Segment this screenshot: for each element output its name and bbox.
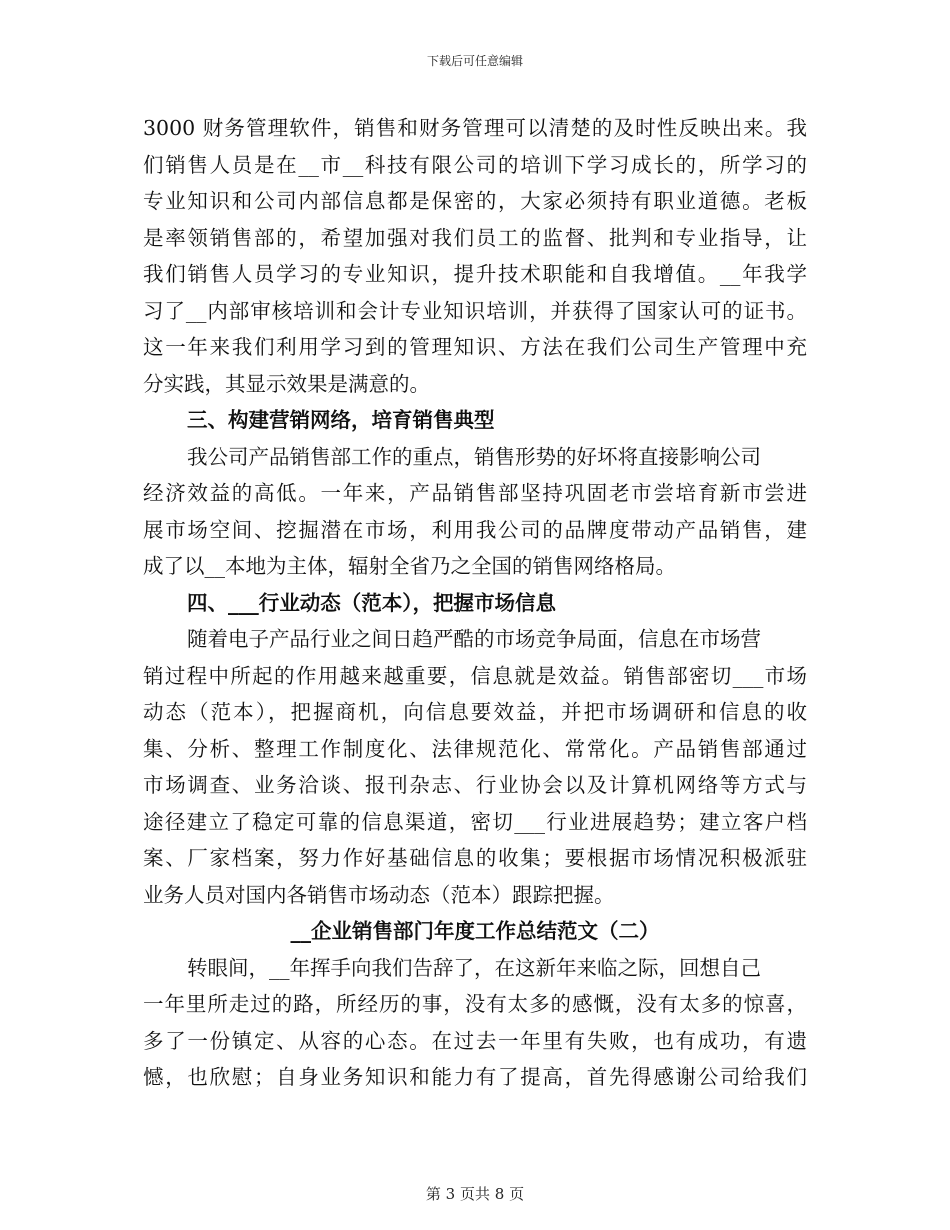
body-line: 市场调查、业务洽谈、报刊杂志、行业协会以及计算机网络等方式与 bbox=[143, 773, 807, 797]
body-line: 专业知识和公司内部信息都是保密的，大家必须持有职业道德。老板 bbox=[143, 189, 807, 213]
body-line: 们销售人员是在__市__科技有限公司的培训下学习成长的，所学习的 bbox=[143, 152, 807, 177]
body-line: 憾，也欣慰；自身业务知识和能力有了提高，首先得感谢公司给我们 bbox=[143, 1065, 807, 1089]
body-line: 一年里所走过的路，所经历的事，没有太多的感慨，没有太多的惊喜， bbox=[143, 992, 807, 1016]
body-line: 转眼间，__年挥手向我们告辞了，在这新年来临之际，回想自己 bbox=[187, 955, 761, 980]
body-line: 展市场空间、挖掘潜在市场，利用我公司的品牌度带动产品销售，建 bbox=[143, 517, 807, 542]
body-line: 是率领销售部的，希望加强对我们员工的监督、批判和专业指导，让 bbox=[143, 225, 807, 250]
body-line: 成了以__本地为主体，辐射全省乃之全国的销售网络格局。 bbox=[143, 554, 676, 578]
section-heading: 三、构建营销网络，培育销售典型 bbox=[187, 408, 495, 432]
body-line: 案、厂家档案，努力作好基础信息的收集；要根据市场情况积极派驻 bbox=[143, 846, 807, 870]
body-line: 这一年来我们利用学习到的管理知识、方法在我们公司生产管理中充 bbox=[143, 335, 807, 359]
body-line: 分实践，其显示效果是满意的。 bbox=[143, 371, 430, 396]
body-line: 我们销售人员学习的专业知识，提升技术职能和自我增值。__年我学 bbox=[143, 262, 807, 286]
page-header: 下载后可任意编辑 bbox=[426, 54, 523, 68]
body-line: 多了一份镇定、从容的心态。在过去一年里有失败，也有成功，有遗 bbox=[143, 1028, 807, 1053]
body-line: 我公司产品销售部工作的重点，销售形势的好坏将直接影响公司 bbox=[187, 444, 761, 469]
document-body bbox=[143, 110, 807, 1096]
body-line: 集、分析、整理工作制度化、法律规范化、常常化。产品销售部通过 bbox=[143, 736, 807, 761]
page-footer: 第 3 页共 8 页 bbox=[425, 1185, 525, 1203]
body-line: 动态（范本），把握商机，向信息要效益，并把市场调研和信息的收 bbox=[143, 700, 807, 724]
document-title: __企业销售部门年度工作总结范文（二） bbox=[290, 919, 660, 943]
section-heading: 四、___行业动态（范本），把握市场信息 bbox=[187, 590, 556, 615]
body-line: 3000 财务管理软件，销售和财务管理可以清楚的及时性反映出来。我 bbox=[143, 116, 807, 140]
body-line: 随着电子产品行业之间日趋严酷的市场竞争局面，信息在市场营 bbox=[187, 627, 761, 651]
body-line: 习了__内部审核培训和会计专业知识培训，并获得了国家认可的证书。 bbox=[143, 298, 807, 323]
body-line: 业务人员对国内各销售市场动态（范本）跟踪把握。 bbox=[143, 882, 615, 907]
body-line: 销过程中所起的作用越来越重要，信息就是效益。销售部密切___市场 bbox=[143, 663, 807, 688]
body-line: 经济效益的高低。一年来，产品销售部坚持巩固老市尝培育新市尝进 bbox=[143, 481, 807, 505]
body-line: 途径建立了稳定可靠的信息渠道，密切___行业进展趋势；建立客户档 bbox=[143, 809, 807, 834]
